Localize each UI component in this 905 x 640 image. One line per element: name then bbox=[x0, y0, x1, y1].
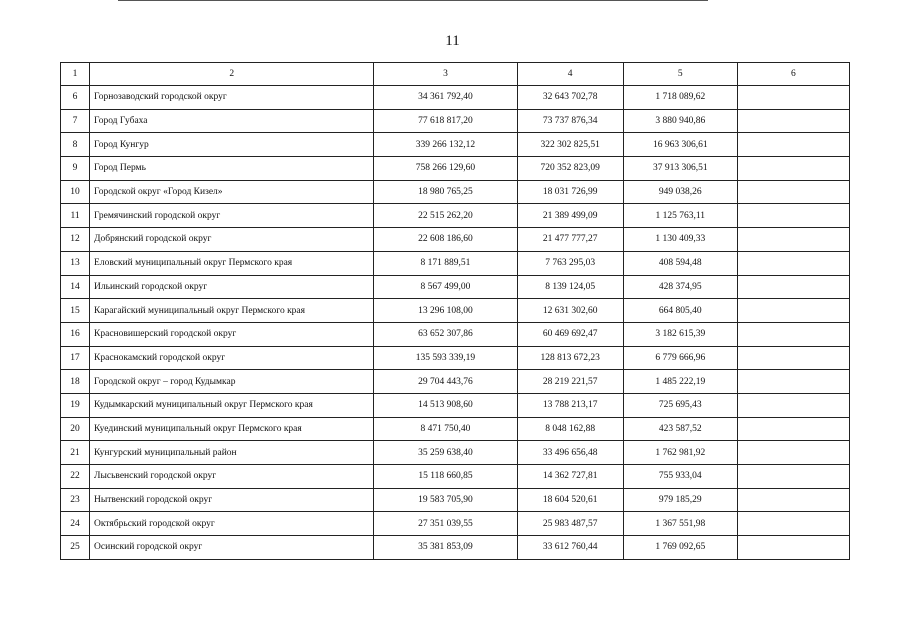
amount-col6-cell bbox=[737, 109, 849, 133]
amount-col4-cell: 14 362 727,81 bbox=[517, 465, 623, 489]
amount-col3-cell: 15 118 660,85 bbox=[374, 465, 517, 489]
municipality-name-cell: Городской округ «Город Кизел» bbox=[90, 180, 374, 204]
amount-col5-cell: 428 374,95 bbox=[623, 275, 737, 299]
table-row bbox=[61, 465, 850, 489]
amount-col6-cell bbox=[737, 441, 849, 465]
amount-col6-cell bbox=[737, 512, 849, 536]
table-row bbox=[61, 346, 850, 370]
table-row bbox=[61, 109, 850, 133]
amount-col3-cell: 19 583 705,90 bbox=[374, 488, 517, 512]
municipality-name-cell: Гремячинский городской округ bbox=[90, 204, 374, 228]
table-row bbox=[61, 228, 850, 252]
amount-col3-cell: 8 567 499,00 bbox=[374, 275, 517, 299]
row-number-cell: 7 bbox=[61, 109, 90, 133]
amount-col3-cell: 29 704 443,76 bbox=[374, 370, 517, 394]
row-number-cell: 18 bbox=[61, 370, 90, 394]
amount-col6-cell bbox=[737, 228, 849, 252]
amount-col4-cell: 322 302 825,51 bbox=[517, 133, 623, 157]
municipality-name-cell: Лысьвенский городской округ bbox=[90, 465, 374, 489]
amount-col4-cell: 33 496 656,48 bbox=[517, 441, 623, 465]
amount-col5-cell: 979 185,29 bbox=[623, 488, 737, 512]
row-number-cell: 12 bbox=[61, 228, 90, 252]
row-number-cell: 19 bbox=[61, 393, 90, 417]
table-row bbox=[61, 86, 850, 110]
municipality-name-cell: Октябрьский городской округ bbox=[90, 512, 374, 536]
amount-col4-cell: 13 788 213,17 bbox=[517, 393, 623, 417]
amount-col5-cell: 408 594,48 bbox=[623, 251, 737, 275]
amount-col5-cell: 16 963 306,61 bbox=[623, 133, 737, 157]
row-number-cell: 10 bbox=[61, 180, 90, 204]
table-row bbox=[61, 417, 850, 441]
municipality-name-cell: Город Губаха bbox=[90, 109, 374, 133]
amount-col5-cell: 1 762 981,92 bbox=[623, 441, 737, 465]
amount-col4-cell: 33 612 760,44 bbox=[517, 536, 623, 560]
column-header-5: 5 bbox=[623, 63, 737, 86]
table-row bbox=[61, 299, 850, 323]
amount-col5-cell: 6 779 666,96 bbox=[623, 346, 737, 370]
row-number-cell: 11 bbox=[61, 204, 90, 228]
municipality-name-cell: Городской округ – город Кудымкар bbox=[90, 370, 374, 394]
amount-col5-cell: 1 367 551,98 bbox=[623, 512, 737, 536]
amount-col4-cell: 32 643 702,78 bbox=[517, 86, 623, 110]
table-row bbox=[61, 393, 850, 417]
municipality-name-cell: Горнозаводский городской округ bbox=[90, 86, 374, 110]
amount-col6-cell bbox=[737, 465, 849, 489]
column-header-6: 6 bbox=[737, 63, 849, 86]
amount-col5-cell: 725 695,43 bbox=[623, 393, 737, 417]
amount-col3-cell: 758 266 129,60 bbox=[374, 157, 517, 181]
amount-col3-cell: 339 266 132,12 bbox=[374, 133, 517, 157]
amount-col4-cell: 60 469 692,47 bbox=[517, 322, 623, 346]
amount-col6-cell bbox=[737, 536, 849, 560]
amount-col6-cell bbox=[737, 204, 849, 228]
column-header-4: 4 bbox=[517, 63, 623, 86]
amount-col5-cell: 1 769 092,65 bbox=[623, 536, 737, 560]
amount-col5-cell: 3 182 615,39 bbox=[623, 322, 737, 346]
amount-col3-cell: 8 171 889,51 bbox=[374, 251, 517, 275]
table-row bbox=[61, 251, 850, 275]
amount-col5-cell: 949 038,26 bbox=[623, 180, 737, 204]
municipality-name-cell: Куединский муниципальный округ Пермского края bbox=[90, 417, 374, 441]
scan-top-edge-line bbox=[118, 0, 708, 1]
municipality-name-cell: Красновишерский городской округ bbox=[90, 322, 374, 346]
amount-col5-cell: 1 485 222,19 bbox=[623, 370, 737, 394]
municipality-name-cell: Нытвенский городской округ bbox=[90, 488, 374, 512]
column-header-3: 3 bbox=[374, 63, 517, 86]
table-row bbox=[61, 133, 850, 157]
amount-col4-cell: 21 477 777,27 bbox=[517, 228, 623, 252]
municipality-name-cell: Кудымкарский муниципальный округ Пермского края bbox=[90, 393, 374, 417]
table-row bbox=[61, 441, 850, 465]
amount-col4-cell: 8 048 162,88 bbox=[517, 417, 623, 441]
amount-col6-cell bbox=[737, 322, 849, 346]
amount-col6-cell bbox=[737, 299, 849, 323]
amount-col3-cell: 35 259 638,40 bbox=[374, 441, 517, 465]
municipality-name-cell: Город Пермь bbox=[90, 157, 374, 181]
amount-col4-cell: 18 604 520,61 bbox=[517, 488, 623, 512]
municipality-name-cell: Краснокамский городской округ bbox=[90, 346, 374, 370]
amount-col5-cell: 37 913 306,51 bbox=[623, 157, 737, 181]
amount-col6-cell bbox=[737, 133, 849, 157]
amount-col4-cell: 28 219 221,57 bbox=[517, 370, 623, 394]
row-number-cell: 15 bbox=[61, 299, 90, 323]
amount-col4-cell: 128 813 672,23 bbox=[517, 346, 623, 370]
amount-col5-cell: 1 130 409,33 bbox=[623, 228, 737, 252]
amount-col3-cell: 135 593 339,19 bbox=[374, 346, 517, 370]
amount-col6-cell bbox=[737, 488, 849, 512]
amount-col6-cell bbox=[737, 180, 849, 204]
amount-col3-cell: 18 980 765,25 bbox=[374, 180, 517, 204]
table-row bbox=[61, 322, 850, 346]
amount-col6-cell bbox=[737, 86, 849, 110]
municipality-name-cell: Еловский муниципальный округ Пермского края bbox=[90, 251, 374, 275]
amount-col3-cell: 22 515 262,20 bbox=[374, 204, 517, 228]
amount-col5-cell: 1 125 763,11 bbox=[623, 204, 737, 228]
row-number-cell: 23 bbox=[61, 488, 90, 512]
amount-col5-cell: 1 718 089,62 bbox=[623, 86, 737, 110]
municipality-name-cell: Добрянский городской округ bbox=[90, 228, 374, 252]
amount-col3-cell: 14 513 908,60 bbox=[374, 393, 517, 417]
page-number: 11 bbox=[445, 33, 460, 49]
amount-col6-cell bbox=[737, 417, 849, 441]
row-number-cell: 6 bbox=[61, 86, 90, 110]
amount-col4-cell: 25 983 487,57 bbox=[517, 512, 623, 536]
row-number-cell: 25 bbox=[61, 536, 90, 560]
table-row bbox=[61, 180, 850, 204]
table-row bbox=[61, 488, 850, 512]
amount-col5-cell: 3 880 940,86 bbox=[623, 109, 737, 133]
row-number-cell: 13 bbox=[61, 251, 90, 275]
amount-col3-cell: 77 618 817,20 bbox=[374, 109, 517, 133]
column-header-1: 1 bbox=[61, 63, 90, 86]
row-number-cell: 16 bbox=[61, 322, 90, 346]
amount-col3-cell: 63 652 307,86 bbox=[374, 322, 517, 346]
amount-col5-cell: 664 805,40 bbox=[623, 299, 737, 323]
column-header-2: 2 bbox=[90, 63, 374, 86]
amount-col6-cell bbox=[737, 393, 849, 417]
municipality-name-cell: Город Кунгур bbox=[90, 133, 374, 157]
allocation-table bbox=[60, 62, 850, 560]
municipality-name-cell: Карагайский муниципальный округ Пермского края bbox=[90, 299, 374, 323]
amount-col4-cell: 12 631 302,60 bbox=[517, 299, 623, 323]
row-number-cell: 8 bbox=[61, 133, 90, 157]
amount-col3-cell: 22 608 186,60 bbox=[374, 228, 517, 252]
amount-col6-cell bbox=[737, 275, 849, 299]
row-number-cell: 9 bbox=[61, 157, 90, 181]
amount-col3-cell: 8 471 750,40 bbox=[374, 417, 517, 441]
amount-col4-cell: 7 763 295,03 bbox=[517, 251, 623, 275]
amount-col5-cell: 755 933,04 bbox=[623, 465, 737, 489]
table-body bbox=[61, 63, 850, 560]
table-row bbox=[61, 536, 850, 560]
amount-col4-cell: 18 031 726,99 bbox=[517, 180, 623, 204]
amount-col5-cell: 423 587,52 bbox=[623, 417, 737, 441]
amount-col3-cell: 35 381 853,09 bbox=[374, 536, 517, 560]
amount-col4-cell: 720 352 823,09 bbox=[517, 157, 623, 181]
row-number-cell: 17 bbox=[61, 346, 90, 370]
municipality-name-cell: Ильинский городской округ bbox=[90, 275, 374, 299]
amount-col6-cell bbox=[737, 157, 849, 181]
amount-col6-cell bbox=[737, 346, 849, 370]
row-number-cell: 24 bbox=[61, 512, 90, 536]
amount-col4-cell: 21 389 499,09 bbox=[517, 204, 623, 228]
municipality-name-cell: Кунгурский муниципальный район bbox=[90, 441, 374, 465]
table-row bbox=[61, 275, 850, 299]
table-row bbox=[61, 370, 850, 394]
amount-col3-cell: 13 296 108,00 bbox=[374, 299, 517, 323]
amount-col3-cell: 34 361 792,40 bbox=[374, 86, 517, 110]
amount-col4-cell: 8 139 124,05 bbox=[517, 275, 623, 299]
row-number-cell: 22 bbox=[61, 465, 90, 489]
row-number-cell: 21 bbox=[61, 441, 90, 465]
amount-col6-cell bbox=[737, 251, 849, 275]
row-number-cell: 14 bbox=[61, 275, 90, 299]
table-row bbox=[61, 512, 850, 536]
column-number-row bbox=[61, 63, 850, 86]
table-row bbox=[61, 204, 850, 228]
amount-col3-cell: 27 351 039,55 bbox=[374, 512, 517, 536]
table-row bbox=[61, 157, 850, 181]
amount-col4-cell: 73 737 876,34 bbox=[517, 109, 623, 133]
municipality-name-cell: Осинский городской округ bbox=[90, 536, 374, 560]
amount-col6-cell bbox=[737, 370, 849, 394]
row-number-cell: 20 bbox=[61, 417, 90, 441]
